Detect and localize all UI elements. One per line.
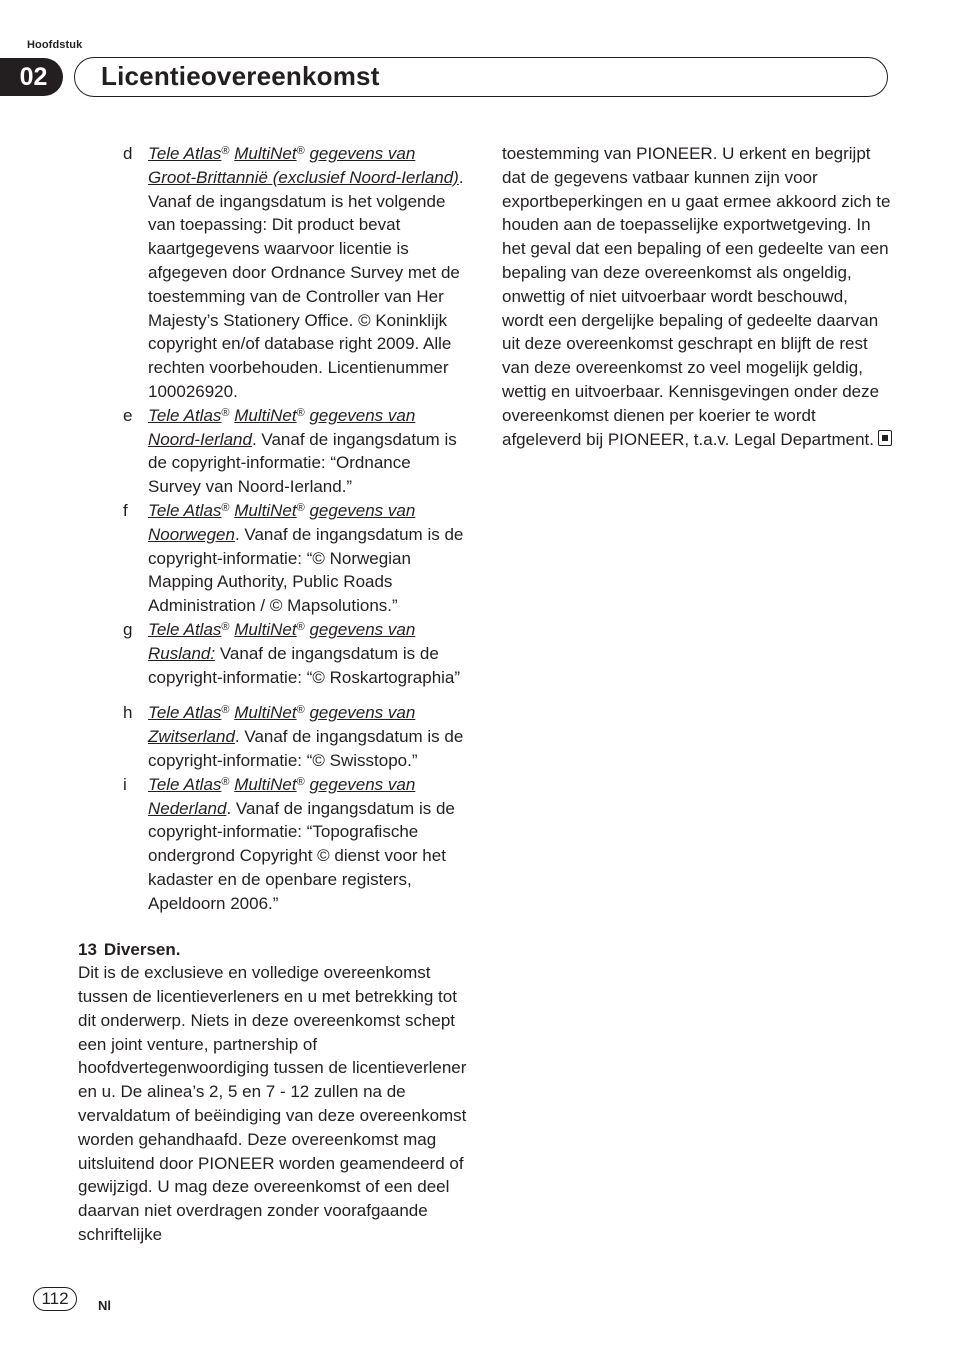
item-text: . Vanaf de ingangsdatum is de copyright-informatie: “Ordnance Survey van Noord-Ierland.” xyxy=(148,429,457,497)
right-column xyxy=(502,142,894,451)
item-marker: e xyxy=(123,405,133,425)
item-link-dataset[interactable]: gegevens van Zwitserland xyxy=(148,703,416,747)
end-of-section-icon xyxy=(878,430,892,446)
item-link-dataset[interactable]: gegevens van Nederland xyxy=(148,774,416,818)
list-item xyxy=(78,701,468,772)
list-item xyxy=(78,142,468,404)
section-body: Dit is de exclusieve en volledige overeenkomst tussen de licentieverleners en u met betrekking tot dit onderwerp. Niets in deze overeenkomst schept een joint venture, partnership of hoofdvertegenwoordiging tussen de licentieverlener en u. De alinea’s 2, 5 en 7 - 12 zullen na de vervaldatum of beëindiging van deze overeenkomst worden gehandhaafd. Deze overeenkomst mag uitsluitend door PIONEER worden geamendeerd of gewijzigd. U mag deze overeenkomst of een deel daarvan niet overdragen zonder voorafgaande schriftelijke xyxy=(78,963,467,1245)
list-item xyxy=(78,404,468,499)
list-item xyxy=(78,773,468,916)
registered-mark: ® xyxy=(296,145,305,157)
section-number: 13 xyxy=(78,939,97,959)
registered-mark: ® xyxy=(296,406,305,419)
registered-mark: ® xyxy=(296,620,305,633)
registered-mark: ® xyxy=(296,704,305,717)
left-column xyxy=(78,142,468,1247)
chapter-label: Hoofdstuk xyxy=(27,39,83,51)
item-link-brand[interactable]: Tele Atlas xyxy=(148,619,222,639)
item-text: Vanaf de ingangsdatum is de copyright-informatie: “© Roskartographia” xyxy=(148,643,461,687)
item-link-brand[interactable]: Tele Atlas xyxy=(148,500,222,520)
item-link-brand[interactable]: Tele Atlas xyxy=(148,405,222,425)
registered-mark: ® xyxy=(296,775,305,788)
list-item xyxy=(78,499,468,618)
item-link-brand[interactable]: Tele Atlas xyxy=(148,703,222,723)
item-text: . Vanaf de ingangsdatum is de copyright-informatie: “Topografische ondergrond Copyright © dienst voor het kadaster en de openbare registers, Apeldoorn 2006.” xyxy=(148,798,455,913)
section-heading xyxy=(78,938,468,962)
list-item xyxy=(78,618,468,689)
registered-mark: ® xyxy=(221,775,230,788)
item-marker: h xyxy=(123,703,133,723)
item-link-dataset[interactable]: gegevens van Noord-Ierland xyxy=(148,405,416,449)
registered-mark: ® xyxy=(221,620,230,633)
right-column-text: toestemming van PIONEER. U erkent en begrijpt dat de gegevens vatbaar kunnen zijn voor exportbeperkingen en u gaat ermee akkoord zich te houden aan de toepasselijke exportwetgeving. In het geval dat een bepaling of een gedeelte van een bepaling van deze overeenkomst als ongeldig, onwettig of niet uitvoerbaar wordt beschouwd, wordt een dergelijke bepaling of gedeelte daarvan uit deze overeenkomst geschrapt en blijft de rest van deze overeenkomst zo veel mogelijk geldig, wettig en uitvoerbaar. Kennisgevingen onder deze overeenkomst dienen per koerier te wordt afgeleverd bij PIONEER, t.a.v. Legal Department. xyxy=(502,144,891,449)
item-marker: f xyxy=(123,500,128,520)
item-link-brand[interactable]: Tele Atlas xyxy=(148,774,222,794)
page-number: 112 xyxy=(33,1287,77,1311)
registered-mark: ® xyxy=(221,501,230,514)
chapter-number-badge: 02 xyxy=(0,58,63,96)
item-text: . Vanaf de ingangsdatum is de copyright-informatie: “© Norwegian Mapping Authority, Public Roads Administration / © Mapsolutions.” xyxy=(148,524,464,616)
item-text: . Vanaf de ingangsdatum is het volgende van toepassing: Dit product bevat kaartgegevens waarvoor licentie is afgegeven door Ordnance Survey met de toestemming van de Controller van Her Majesty’s Stationery Office. © Koninklijk copyright en/of database right 2009. Alle rechten voorbehouden. Licentienummer 100026920. xyxy=(148,167,464,401)
item-link-product[interactable]: MultiNet xyxy=(234,500,297,520)
item-link-dataset[interactable]: gegevens van Groot-Brittannië (exclusief Noord-Ierland) xyxy=(148,144,459,187)
item-link-dataset[interactable]: gegevens van Rusland: xyxy=(148,619,416,663)
title-frame xyxy=(74,57,888,97)
item-link-product[interactable]: MultiNet xyxy=(234,619,297,639)
item-marker: d xyxy=(123,144,133,163)
item-link-product[interactable]: MultiNet xyxy=(234,703,297,723)
item-link-brand[interactable]: Tele Atlas xyxy=(148,144,222,163)
item-link-product[interactable]: MultiNet xyxy=(234,774,297,794)
page-title: Licentieovereenkomst xyxy=(101,61,380,91)
item-link-product[interactable]: MultiNet xyxy=(234,405,297,425)
item-link-product[interactable]: MultiNet xyxy=(234,144,297,163)
registered-mark: ® xyxy=(221,704,230,717)
item-text: . Vanaf de ingangsdatum is de copyright-informatie: “© Swisstopo.” xyxy=(148,727,464,770)
language-code: Nl xyxy=(98,1298,111,1313)
section-title: Diversen. xyxy=(103,939,181,959)
registered-mark: ® xyxy=(296,501,305,514)
item-link-dataset[interactable]: gegevens van Noorwegen xyxy=(148,500,416,544)
registered-mark: ® xyxy=(221,406,230,419)
item-marker: i xyxy=(123,774,127,794)
registered-mark: ® xyxy=(221,145,230,157)
item-marker: g xyxy=(123,619,133,639)
